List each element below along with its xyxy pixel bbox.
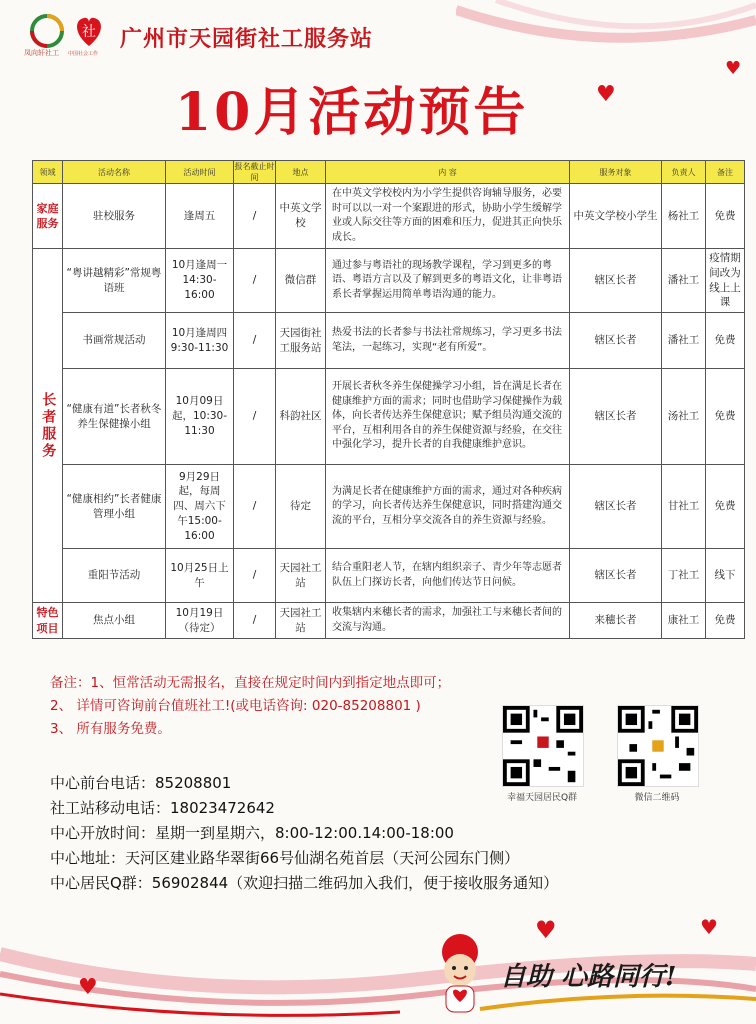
target: 辖区长者	[570, 369, 662, 465]
note: 线下	[706, 549, 745, 603]
header-deadline: 报名截止时间	[234, 162, 275, 182]
place: 微信群	[276, 249, 326, 313]
target: 中英文学校小学生	[570, 184, 662, 249]
svg-text:社: 社	[82, 24, 96, 40]
activity-name: “健康相约”长者健康管理小组	[63, 465, 166, 549]
note: 免费	[706, 184, 745, 249]
qq-group: 中心居民Q群：56902844（欢迎扫描二维码加入我们，便于接收服务通知）	[50, 874, 559, 892]
wechat-qr-label: 微信二维码	[634, 793, 680, 803]
contact-info	[50, 771, 558, 896]
header-note: 备注	[706, 161, 745, 184]
social-work-logo-icon	[72, 12, 106, 50]
content: 热爱书法的长者参与书法社常规练习，学习更多书法笔法，一起练习，实现“老有所爱”。	[326, 313, 570, 369]
qq-group-qr-label: 幸福天园居民Q群	[506, 793, 578, 803]
table-row	[33, 465, 745, 549]
address: 中心地址：天河区建业路华翠街66号仙湖名苑首层（天河公园东门侧）	[50, 849, 520, 867]
staff: 甘社工	[662, 465, 706, 549]
staff: 汤社工	[662, 369, 706, 465]
note: 免费	[706, 313, 745, 369]
heart-icon: ♥	[596, 82, 616, 107]
activity-name: 书画常规活动	[63, 313, 166, 369]
target: 辖区长者	[570, 465, 662, 549]
staff: 康社工	[662, 603, 706, 639]
slogan: 自助 心路同行!	[500, 962, 677, 992]
table-row	[33, 369, 745, 465]
mobile-phone: 社工站移动电话：18023472642	[50, 799, 275, 817]
note: 免费	[706, 603, 745, 639]
target: 辖区长者	[570, 313, 662, 369]
mascot-icon	[420, 930, 500, 1020]
heart-icon: ♥	[78, 975, 98, 1000]
deadline: /	[234, 313, 276, 369]
note-line: 3、 所有服务免费。	[50, 721, 171, 737]
activity-time: 10月25日上午	[166, 549, 234, 603]
activity-time: 10月逢周一 14:30-16:00	[166, 249, 234, 313]
domain-elder: 长者服务	[33, 249, 63, 603]
header-activity-time: 活动时间	[166, 161, 234, 184]
notes	[50, 672, 450, 741]
target: 辖区长者	[570, 549, 662, 603]
activity-name: 驻校服务	[63, 184, 166, 249]
deadline: /	[234, 249, 276, 313]
header-staff: 负责人	[662, 161, 706, 184]
page-title: 10月活动预告	[175, 82, 529, 143]
table-row	[33, 184, 745, 249]
header	[0, 0, 756, 150]
place: 待定	[276, 465, 326, 549]
logo-icon	[30, 14, 64, 48]
content: 通过参与粤语社的现场教学课程，学习到更多的粤语、粤语方言以及了解到更多的粤语文化，让非粤语系长者掌握运用简单粤语沟通的能力。	[326, 249, 570, 313]
header-target: 服务对象	[570, 161, 662, 184]
header-domain: 领域	[33, 161, 63, 184]
header-activity-name: 活动名称	[63, 161, 166, 184]
staff: 潘社工	[662, 313, 706, 369]
activity-time: 逢周五	[166, 184, 234, 249]
deadline: /	[234, 184, 276, 249]
place: 中英文学校	[276, 184, 326, 249]
table-header-row	[33, 161, 745, 184]
heart-icon: ♥	[535, 916, 557, 944]
table-row	[33, 313, 745, 369]
target: 辖区长者	[570, 249, 662, 313]
deadline: /	[234, 549, 276, 603]
place: 天园社工站	[276, 549, 326, 603]
logo2-caption: 中国社会工作	[68, 51, 99, 57]
content: 为满足长者在健康维护方面的需求，通过对各种疾病的学习，向长者传达养生保健意识，同时搭建沟通交流的平台，互相分享交流各自的养生资源与经验。	[326, 465, 570, 549]
place: 科韵社区	[276, 369, 326, 465]
content: 开展长者秋冬养生保健操学习小组，旨在满足长者在健康维护方面的需求；同时也借助学习保健操作为载体，向长者传达养生保健意识；赋予组员沟通交流的平台，互相利用各自的养生保健资源与经验，在交往中强化学习，提升长者的自我健康维护意识。	[326, 369, 570, 465]
domain-special: 特色项目	[33, 603, 63, 639]
activity-name: 焦点小组	[63, 603, 166, 639]
table-row	[33, 603, 745, 639]
target: 来穗长者	[570, 603, 662, 639]
logo-caption: 凤向轩社工	[24, 49, 59, 57]
note-line: 2、 详情可咨询前台值班社工!(或电话咨询: 020-85208801 )	[50, 698, 421, 714]
activity-time: 10月19日（待定）	[166, 603, 234, 639]
header-content: 内 容	[326, 161, 570, 184]
note: 免费	[706, 369, 745, 465]
activity-time: 10月逢周四 9:30-11:30	[166, 313, 234, 369]
note: 疫情期间改为线上上课	[706, 249, 745, 313]
note: 免费	[706, 465, 745, 549]
place: 天园社工站	[276, 603, 326, 639]
activity-time: 10月09日起，10:30-11:30	[166, 369, 234, 465]
header-place: 地点	[276, 161, 326, 184]
qq-group-qr-code[interactable]	[502, 705, 584, 787]
front-desk-phone: 中心前台电话：85208801	[50, 774, 232, 792]
staff: 潘社工	[662, 249, 706, 313]
domain-family: 家庭服务	[33, 184, 63, 249]
activity-name: “粤讲越精彩”常规粤语班	[63, 249, 166, 313]
content: 在中英文学校校内为小学生提供咨询辅导服务，必要时可以以一对一个案跟进的形式，协助小学生缓解学业或人际交往等方面的困难和压力，促进其正向快乐成长。	[326, 184, 570, 249]
note-line: 备注：1、恒常活动无需报名，直接在规定时间内到指定地点即可；	[50, 675, 451, 691]
wechat-qr-code[interactable]	[617, 705, 699, 787]
org-name: 广州市天园街社工服务站	[120, 27, 374, 52]
deadline: /	[234, 465, 276, 549]
opening-hours: 中心开放时间：星期一到星期六，8:00-12:00.14:00-18:00	[50, 824, 454, 842]
table-row	[33, 249, 745, 313]
staff: 丁社工	[662, 549, 706, 603]
activity-time: 9月29日起，每周四、周六下午15:00-16:00	[166, 465, 234, 549]
staff: 杨社工	[662, 184, 706, 249]
content: 结合重阳老人节，在辖内组织亲子、青少年等志愿者队伍上门探访长者，向他们传达节日问候。	[326, 549, 570, 603]
table-row	[33, 549, 745, 603]
deadline: /	[234, 603, 276, 639]
activity-name: 重阳节活动	[63, 549, 166, 603]
heart-icon: ♥	[725, 58, 742, 79]
place: 天园街社工服务站	[276, 313, 326, 369]
heart-icon: ♥	[700, 915, 718, 939]
activity-name: “健康有道”长者秋冬养生保健操小组	[63, 369, 166, 465]
content: 收集辖内来穗长者的需求，加强社工与来穗长者间的交流与沟通。	[326, 603, 570, 639]
deadline: /	[234, 369, 276, 465]
activity-table	[32, 160, 745, 639]
